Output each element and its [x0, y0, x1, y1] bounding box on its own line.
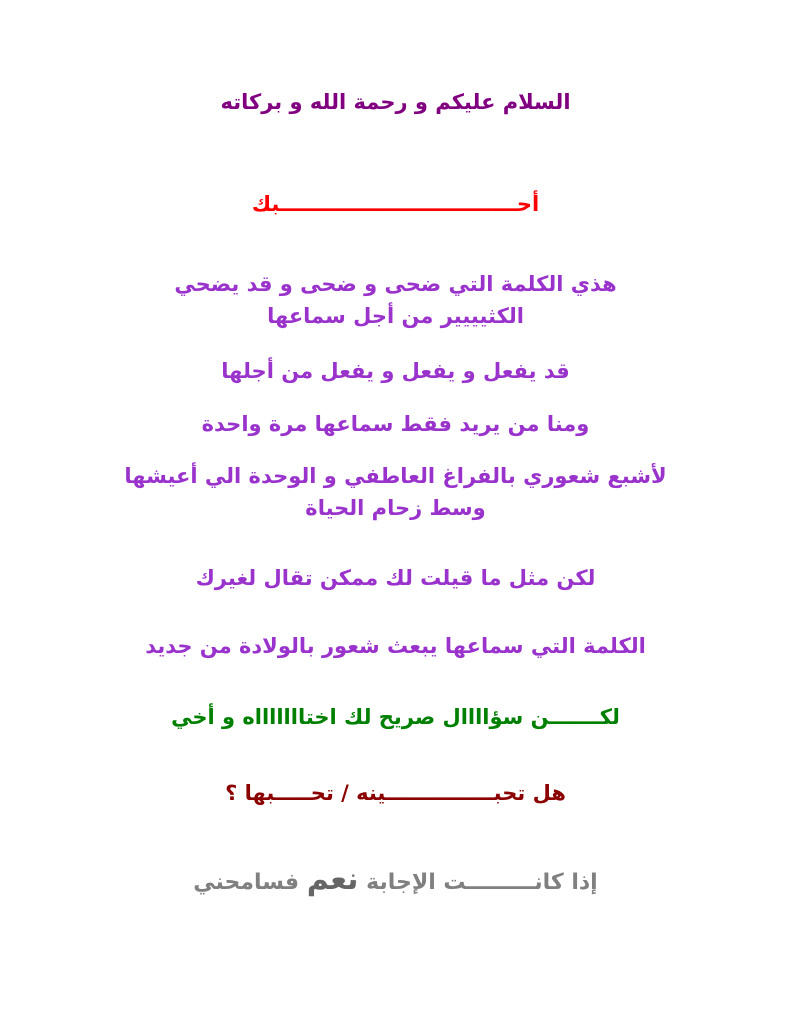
- paragraph-line: قد يفعل و يفعل و يفعل من أجلها: [221, 359, 570, 383]
- question-line: لكـــــــن سؤاااال صريح لك اختاااااااه و أخي: [171, 705, 620, 729]
- greeting-line: السلام عليكم و رحمة الله و بركاته: [220, 90, 571, 114]
- paragraph-line: الكثيييير من أجل سماعها: [267, 304, 524, 328]
- answer-yes: نعم: [306, 862, 359, 897]
- paragraph-line: وسط زحام الحياة: [305, 496, 486, 520]
- paragraph-line: ومنا من يريد فقط سماعها مرة واحدة: [201, 412, 590, 436]
- paragraph-line: لكن مثل ما قيلت لك ممكن تقال لغيرك: [195, 566, 596, 590]
- answer-before: إذا كانـــــــــت الإجابة: [366, 870, 598, 895]
- answer-after: فسامحني: [193, 870, 300, 895]
- ask-line: هل تحبـــــــــــــــينه / تحـــــبها ؟: [225, 781, 566, 805]
- answer-line: [60, 862, 731, 901]
- paragraph-line: الكلمة التي سماعها يبعث شعور بالولادة من جديد: [145, 634, 646, 658]
- paragraph-line: لأشبع شعوري بالفراغ العاطفي و الوحدة الي أعيشها: [124, 464, 667, 488]
- love-word-line: أحـــــــــــــــــــــــــــــــــبك: [251, 192, 540, 216]
- paragraph-line: هذي الكلمة التي ضحى و ضحى و قد يضحي: [174, 272, 617, 296]
